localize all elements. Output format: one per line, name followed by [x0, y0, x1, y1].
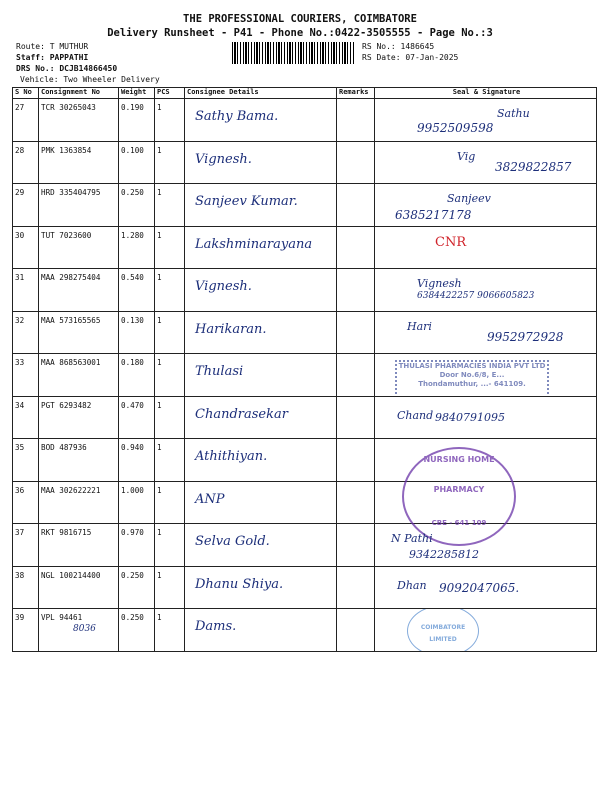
rs-date: RS Date: 07-Jan-2025 — [362, 53, 459, 62]
remarks-cell — [337, 439, 375, 482]
consignee-cell — [185, 184, 337, 227]
consignment-cell: NGL 100214400 — [39, 566, 119, 609]
consignee-cell — [185, 99, 337, 142]
weight-cell: 1.000 — [119, 481, 155, 524]
consignment-cell: MAA 298275404 — [39, 269, 119, 312]
consignment-cell: BOD 487936 — [39, 439, 119, 482]
signature-cell — [375, 354, 597, 397]
consignee-handwriting: Chandrasekar — [195, 406, 288, 422]
col-header-remarks: Remarks — [337, 88, 375, 99]
consignment-cell — [39, 609, 119, 652]
pcs-cell: 1 — [155, 524, 185, 567]
sno-cell: 37 — [13, 524, 39, 567]
table-row — [13, 439, 597, 482]
consignee-cell — [185, 609, 337, 652]
consignee-handwriting: Harikaran. — [195, 321, 267, 337]
remarks-cell — [337, 524, 375, 567]
table-row — [13, 311, 597, 354]
pcs-cell: 1 — [155, 226, 185, 269]
table-row — [13, 226, 597, 269]
sno-cell: 33 — [13, 354, 39, 397]
remarks-cell — [337, 481, 375, 524]
remarks-cell — [337, 354, 375, 397]
table-header-row — [13, 88, 597, 99]
stamp-line: THULASI PHARMACIES INDIA PVT LTD — [398, 362, 546, 370]
col-header-weight: Weight — [119, 88, 155, 99]
table-row — [13, 184, 597, 227]
weight-cell: 1.280 — [119, 226, 155, 269]
consignment-cell: PGT 6293482 — [39, 396, 119, 439]
remarks-cell — [337, 609, 375, 652]
remarks-cell — [337, 141, 375, 184]
handwritten-note: 8036 — [73, 624, 96, 634]
sno-cell: 35 — [13, 439, 39, 482]
consignee-handwriting: Vignesh. — [195, 151, 252, 167]
remarks-cell — [337, 269, 375, 312]
col-header-consignment: Consignment No — [39, 88, 119, 99]
table-row — [13, 141, 597, 184]
consignee-handwriting: Dams. — [195, 619, 237, 634]
blue-round-stamp — [407, 609, 479, 652]
consignment-cell: TUT 7023600 — [39, 226, 119, 269]
col-header-signature: Seal & Signature — [375, 88, 597, 99]
table-row — [13, 566, 597, 609]
sno-cell: 36 — [13, 481, 39, 524]
round-stamp-center-text: PHARMACY — [433, 485, 485, 494]
round-stamp-bottom-text: CBE - 641 109 — [431, 519, 487, 527]
pharmacy-rect-stamp — [395, 360, 549, 396]
weight-cell: 0.180 — [119, 354, 155, 397]
weight-cell: 0.970 — [119, 524, 155, 567]
stamp-line: Door No.6/8, E... — [439, 371, 505, 379]
consignee-cell — [185, 141, 337, 184]
consignee-handwriting: ANP — [195, 491, 225, 507]
consignee-cell — [185, 396, 337, 439]
signature-phone: 9952972928 — [487, 329, 564, 344]
sno-cell: 27 — [13, 99, 39, 142]
signature-scrawl: Vignesh — [417, 277, 462, 290]
signature-cell — [375, 184, 597, 227]
remarks-cell — [337, 184, 375, 227]
signature-scrawl: Chand — [397, 408, 434, 422]
consignment-cell: MAA 868563001 — [39, 354, 119, 397]
col-header-sno: S No — [13, 88, 39, 99]
table-row — [13, 609, 597, 652]
weight-cell: 0.130 — [119, 311, 155, 354]
consignee-cell — [185, 311, 337, 354]
runsheet-table — [12, 87, 597, 652]
remarks-cell — [337, 566, 375, 609]
signature-phone: 9092047065. — [439, 580, 520, 595]
cnr-mark: CNR — [435, 234, 467, 250]
signature-cell — [375, 311, 597, 354]
consignment-number: VPL 94461 — [41, 613, 83, 622]
pcs-cell: 1 — [155, 566, 185, 609]
consignment-cell: HRD 335404795 — [39, 184, 119, 227]
consignee-cell — [185, 226, 337, 269]
consignment-cell: TCR 30265043 — [39, 99, 119, 142]
consignee-handwriting: Lakshminarayana — [195, 236, 313, 252]
consignment-cell: PMK 1363854 — [39, 141, 119, 184]
remarks-cell — [337, 99, 375, 142]
signature-phone: 9952509598 — [417, 121, 494, 135]
remarks-cell — [337, 226, 375, 269]
weight-cell: 0.250 — [119, 566, 155, 609]
consignment-cell: RKT 9816715 — [39, 524, 119, 567]
sno-cell: 29 — [13, 184, 39, 227]
consignee-handwriting: Thulasi — [195, 364, 244, 379]
consignee-cell — [185, 354, 337, 397]
pcs-cell: 1 — [155, 481, 185, 524]
sno-cell: 31 — [13, 269, 39, 312]
consignee-cell — [185, 566, 337, 609]
consignee-cell — [185, 524, 337, 567]
weight-cell: 0.470 — [119, 396, 155, 439]
weight-cell: 0.250 — [119, 609, 155, 652]
consignment-cell: MAA 302622221 — [39, 481, 119, 524]
drs-line — [16, 64, 117, 73]
signature-cell — [375, 141, 597, 184]
stamp-line: Thondamuthur, ...- 641109. — [418, 380, 526, 388]
col-header-pcs: PCS — [155, 88, 185, 99]
signature-scrawl: N Pathi — [391, 532, 433, 545]
signature-phone: 9342285812 — [409, 548, 479, 561]
pcs-cell: 1 — [155, 99, 185, 142]
blue-stamp-text: COIMBATORE — [420, 624, 466, 631]
signature-phone: 9840791095 — [435, 410, 505, 424]
signature-cell — [375, 99, 597, 142]
weight-cell: 0.190 — [119, 99, 155, 142]
signature-cell — [375, 269, 597, 312]
table-row — [13, 99, 597, 142]
signature-cell — [375, 609, 597, 652]
signature-scrawl: Sanjeev — [447, 192, 491, 205]
signature-scrawl: Sathu — [497, 107, 530, 120]
signature-phone: 3829822857 — [495, 159, 572, 174]
sno-cell: 30 — [13, 226, 39, 269]
table-row — [13, 354, 597, 397]
consignee-cell — [185, 481, 337, 524]
consignee-handwriting: Sathy Bama. — [195, 109, 279, 124]
pcs-cell: 1 — [155, 396, 185, 439]
signature-scrawl: Vig — [457, 149, 476, 163]
signature-phone: 6384422257 9066605823 — [417, 291, 535, 301]
signature-cell — [375, 226, 597, 269]
consignee-cell — [185, 439, 337, 482]
pcs-cell: 1 — [155, 439, 185, 482]
drs-value: DCJB14866450 — [59, 64, 118, 73]
consignee-handwriting: Dhanu Shiya. — [195, 576, 284, 592]
route-text: Route: T MUTHUR — [16, 42, 89, 51]
pcs-cell: 1 — [155, 184, 185, 227]
sno-cell: 38 — [13, 566, 39, 609]
consignee-handwriting: Vignesh. — [195, 279, 252, 294]
table-row — [13, 524, 597, 567]
runsheet-title: Delivery Runsheet - P41 - Phone No.:0422-3505555 - Page No.:3 — [107, 27, 493, 39]
pcs-cell: 1 — [155, 269, 185, 312]
table-row — [13, 269, 597, 312]
staff-value: PAPPATHI — [49, 53, 89, 62]
consignee-handwriting: Sanjeev Kumar. — [195, 194, 298, 209]
weight-cell: 0.100 — [119, 141, 155, 184]
pcs-cell: 1 — [155, 609, 185, 652]
weight-cell: 0.940 — [119, 439, 155, 482]
staff-label: Staff: — [16, 53, 45, 62]
sno-cell: 28 — [13, 141, 39, 184]
col-header-consignee: Consignee Details — [185, 88, 337, 99]
signature-scrawl: Hari — [407, 319, 432, 333]
pcs-cell: 1 — [155, 354, 185, 397]
rs-number: RS No.: 1486645 — [362, 42, 435, 51]
table-row — [13, 396, 597, 439]
consignment-cell: MAA 573165565 — [39, 311, 119, 354]
weight-cell: 0.250 — [119, 184, 155, 227]
company-title: THE PROFESSIONAL COURIERS, COIMBATORE — [183, 13, 417, 25]
drs-label: DRS No.: — [16, 64, 55, 73]
pcs-cell: 1 — [155, 311, 185, 354]
remarks-cell — [337, 311, 375, 354]
sno-cell: 32 — [13, 311, 39, 354]
blue-stamp-text: LIMITED — [429, 636, 457, 643]
round-stamp-top-text: NURSING HOME — [423, 455, 495, 464]
consignee-handwriting: Selva Gold. — [195, 534, 270, 549]
consignee-cell — [185, 269, 337, 312]
sno-cell: 34 — [13, 396, 39, 439]
weight-cell: 0.540 — [119, 269, 155, 312]
pcs-cell: 1 — [155, 141, 185, 184]
signature-scrawl: Dhan — [397, 578, 427, 592]
signature-cell — [375, 396, 597, 439]
staff-line — [16, 53, 88, 62]
consignee-handwriting: Athithiyan. — [195, 449, 268, 464]
signature-cell — [375, 566, 597, 609]
remarks-cell — [337, 396, 375, 439]
sno-cell: 39 — [13, 609, 39, 652]
signature-cell — [375, 439, 597, 527]
vehicle-text: Vehicle: Two Wheeler Delivery — [20, 75, 160, 84]
signature-phone: 6385217178 — [395, 208, 472, 222]
barcode — [232, 42, 355, 64]
